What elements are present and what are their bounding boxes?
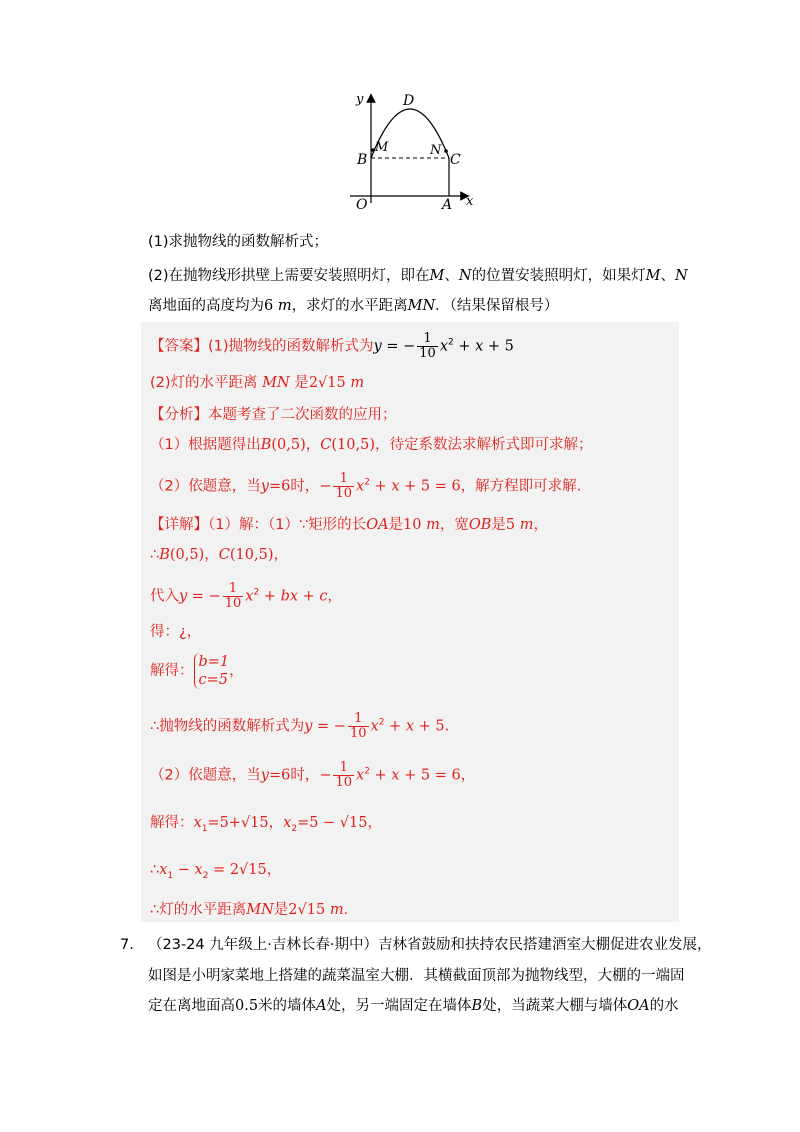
question-1: (1)求抛物线的函数解析式； [148, 234, 329, 250]
question-2-cont: 离地面的高度均为6 m，求灯的水平距离MN．（结果保留根号） [148, 298, 559, 314]
detail-9: $\therefore x_1 - x_2 = 2√15$， [150, 862, 282, 881]
label-A: A [442, 197, 453, 213]
detail-1: 【详解】（1）解：（1）∵矩形的长OA是10 m，宽OB是5 m， [150, 517, 548, 533]
label-M: M [375, 140, 389, 155]
label-N: N [430, 143, 442, 158]
answer-1: 【答案】(1)抛物线的函数解析式为y = − $\frac{1}{10}$ $x^2 + x + 5$ [150, 331, 514, 361]
answer-2: (2)灯的水平距离 MN 是2√15 m [150, 375, 365, 391]
q7-line-3: 定在离地面高0.5米的墙体A处，另一端固定在墙体B处，当蔬菜大棚与墙体OA的水 [148, 998, 679, 1014]
q7-line-1: 7. （23-24 九年级上·吉林长春·期中）吉林省鼓励和扶持农民搭建酒室大棚促进农业发展， [120, 937, 712, 953]
detail-4: 得：¿， [150, 624, 202, 640]
label-x: x [466, 194, 474, 209]
label-C: C [450, 152, 461, 168]
detail-3: 代入y = − $\frac{1}{10}$ $x^2$ + bx + c， [150, 581, 343, 611]
label-y: y [356, 92, 364, 107]
analysis-tag: 【分析】本题考查了二次函数的应用； [150, 407, 397, 423]
analysis-2: （2）依题意，当y=6时，− $\frac{1}{10}$ $x^2 + x + 5 = 6$，解方程即可求解. [150, 471, 582, 501]
q7-line-2: 如图是小明家菜地上搭建的蔬菜温室大棚．其横截面顶部为抛物线型，大棚的一端固 [148, 968, 685, 984]
label-D: D [403, 93, 415, 109]
detail-6: ∴抛物线的函数解析式为y = − $\frac{1}{10}$ $x^2 + x + 5$. [150, 711, 450, 741]
detail-7: （2）依题意，当y=6时，− $\frac{1}{10}$ $x^2 + x + 5 = 6$， [150, 760, 476, 790]
detail-5: 解得：b=1 c=5， [150, 654, 244, 688]
detail-8: 解得：$x_1=5+√15$，$x_2=5 - √15$， [150, 815, 382, 834]
question-2: (2)在抛物线形拱壁上需要安装照明灯，即在M、N的位置安装照明灯，如果灯M、N [148, 268, 688, 284]
detail-2: ∴B(0,5)，C(10,5)， [150, 547, 288, 563]
label-B: B [357, 152, 368, 168]
detail-10: ∴灯的水平距离MN是2√15 m. [150, 902, 349, 918]
label-O: O [356, 197, 368, 213]
analysis-1: （1）根据题得出B(0,5)，C(10,5)，待定系数法求解析式即可求解； [150, 437, 593, 453]
